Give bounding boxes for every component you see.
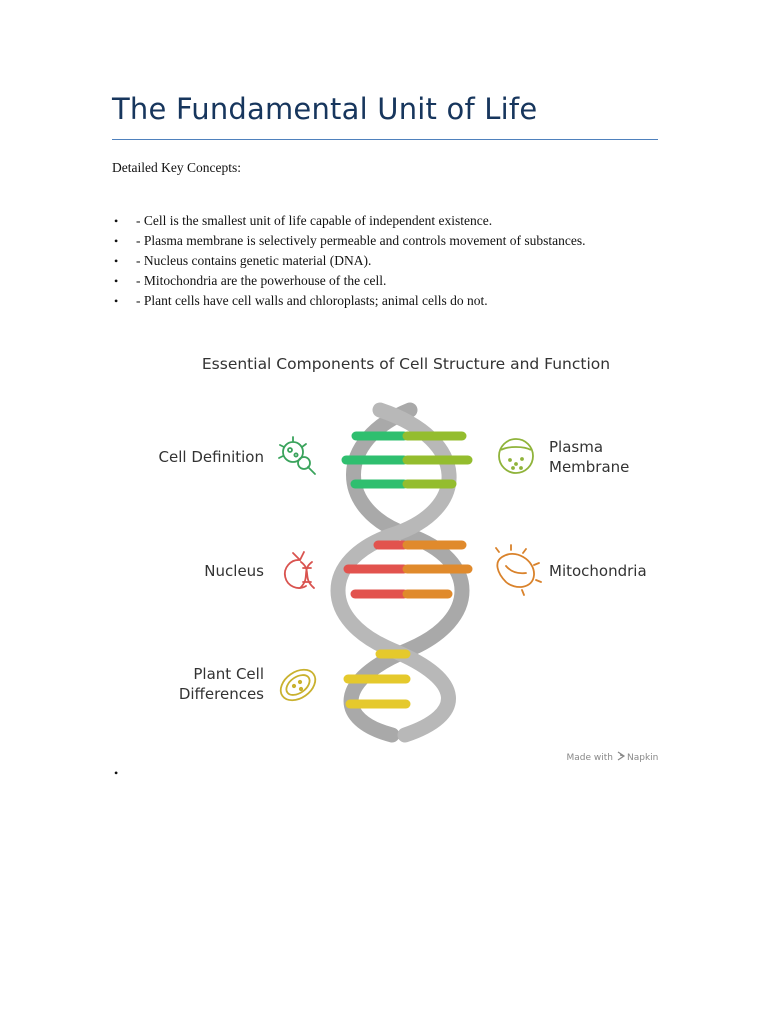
list-item-text: - Plasma membrane is selectively permeable and controls movement of substances. (136, 233, 586, 248)
chloroplast-icon (275, 663, 321, 706)
empty-bullet: • (114, 766, 119, 780)
label-nucleus: Nucleus (204, 562, 264, 580)
list-item-text: - Cell is the smallest unit of life capable of independent existence. (136, 213, 493, 228)
bullet-glyph: • (114, 274, 119, 288)
label-plant-cell-line1: Plant Cell (193, 665, 264, 683)
key-concepts-heading: Detailed Key Concepts: (112, 160, 241, 175)
dna-helix (338, 410, 468, 735)
label-plasma-membrane-line1: Plasma (549, 438, 604, 456)
virus-magnifier-icon (279, 437, 315, 474)
membrane-cell-icon (499, 439, 533, 473)
label-mitochondria: Mitochondria (549, 562, 647, 580)
list-item-text: - Mitochondria are the powerhouse of the cell. (136, 273, 387, 288)
label-cell-definition: Cell Definition (158, 448, 264, 466)
infographic-title: Essential Components of Cell Structure and Function (201, 355, 611, 373)
bullet-glyph: • (114, 234, 119, 248)
nucleus-dna-icon (285, 552, 314, 588)
list-item-text: - Nucleus contains genetic material (DNA). (136, 253, 372, 268)
label-plant-cell-line2: Differences (178, 685, 264, 703)
bullet-glyph: • (114, 294, 119, 308)
watermark-brand: Napkin (627, 753, 659, 763)
watermark-made-with: Made with (566, 753, 613, 763)
bullet-glyph: • (114, 214, 119, 228)
bullet-glyph: • (114, 254, 119, 268)
page-title: The Fundamental Unit of Life (112, 92, 538, 126)
list-item-text: - Plant cells have cell walls and chloroplasts; animal cells do not. (136, 293, 488, 308)
label-plasma-membrane-line2: Membrane (549, 458, 630, 476)
napkin-logo-icon (618, 752, 624, 760)
mitochondria-icon (496, 545, 541, 595)
